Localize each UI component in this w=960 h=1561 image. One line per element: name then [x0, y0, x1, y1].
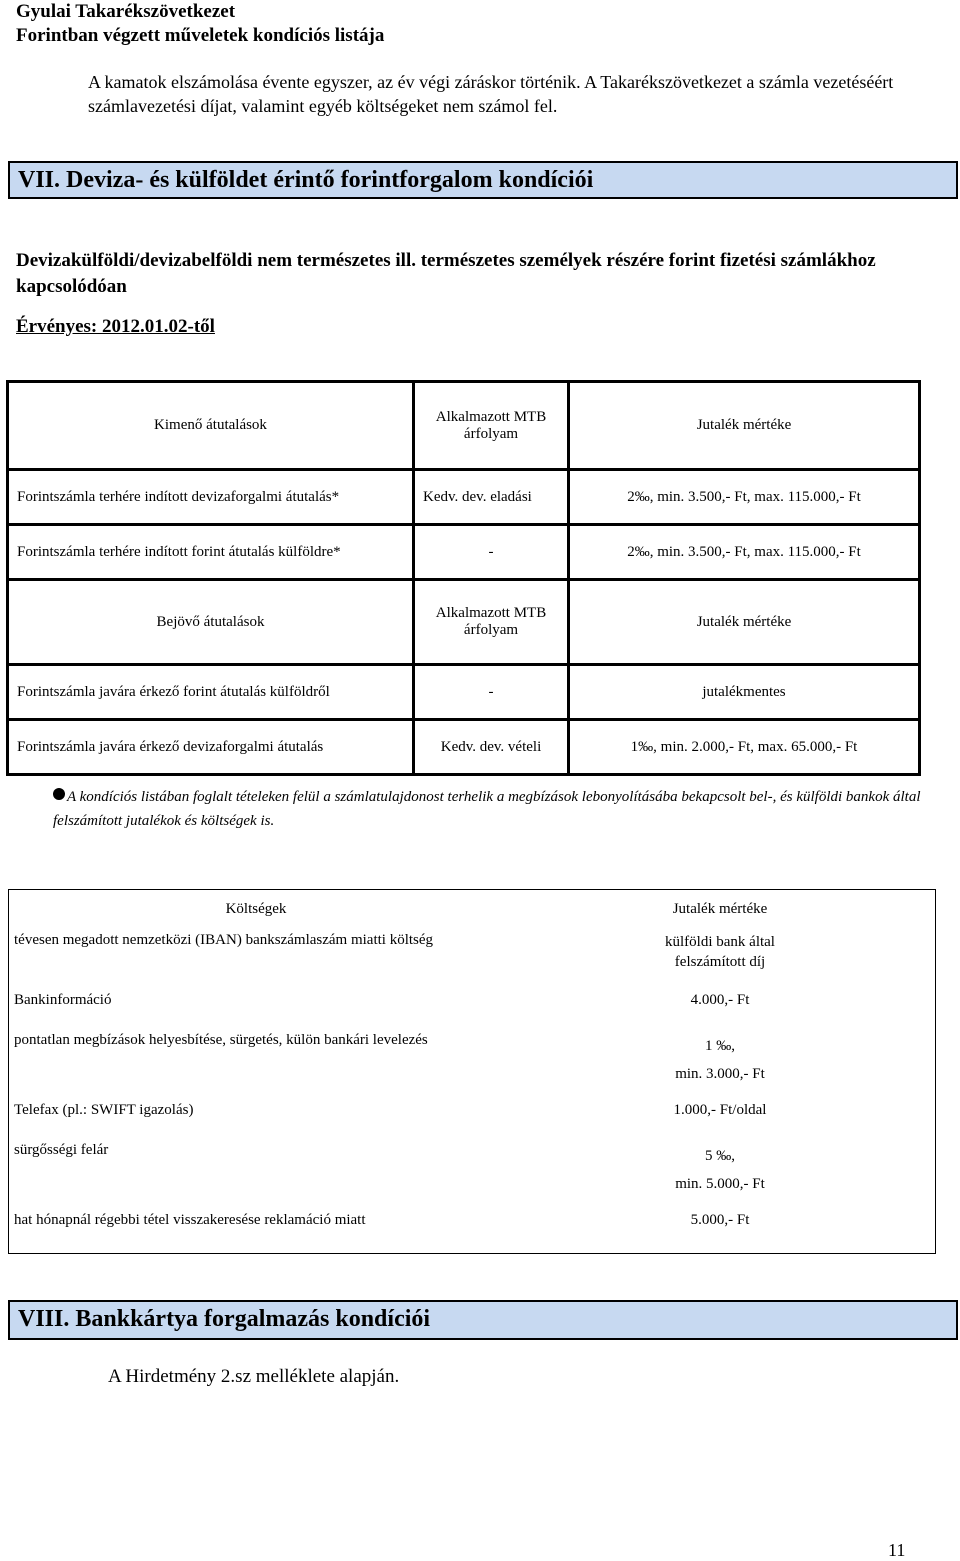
cost-fee-line2: felszámított díj — [674, 954, 766, 970]
page-number: 11 — [888, 1540, 906, 1560]
cost-fee-line2: min. 5.000,- Ft — [675, 1176, 765, 1192]
cost-label: Bankinformáció — [14, 992, 112, 1008]
intro-paragraph: A kamatok elszámolása évente egyszer, az év végi záráskor történik. A Takarékszövetkezet a számla vezetéséért számlavezetési díjat, valamint egyéb költségeket nem számol fel. — [88, 72, 894, 116]
row-label: Forintszámla javára érkező forint átutalás külföldről — [8, 665, 414, 720]
cost-label: hat hónapnál régebbi tétel visszakeresése reklamáció miatt — [14, 1212, 366, 1228]
section-8-number: VIII. — [18, 1306, 70, 1332]
cost-fee-line1: 5.000,- Ft — [690, 1212, 750, 1228]
transfers-table — [6, 380, 921, 776]
document-title: Forintban végzett műveletek kondíciós listája — [16, 25, 385, 46]
row-fee: 2‰, min. 3.500,- Ft, max. 115.000,- Ft — [569, 470, 920, 525]
table-row — [8, 929, 936, 989]
cost-fee — [504, 929, 936, 989]
table-row — [8, 1029, 936, 1099]
costs-header-left: Költségek — [225, 900, 287, 917]
section-7-subtitle: Devizakülföldi/devizabelföldi nem természetes ill. természetes személyek részére forint fizetési számlákhoz kapcsolódóan — [16, 250, 876, 297]
costs-header-row — [8, 889, 936, 929]
section-8-heading — [8, 1300, 958, 1340]
incoming-header-row — [8, 580, 920, 665]
section-8-title: Bankkártya forgalmazás kondíciói — [75, 1306, 431, 1332]
row-fee: jutalékmentes — [569, 665, 920, 720]
table-row — [8, 1139, 936, 1209]
incoming-header: Bejövő átutalások — [8, 580, 414, 665]
rate-header: Alkalmazott MTB árfolyam — [414, 382, 569, 470]
bank-name: Gyulai Takarékszövetkezet — [16, 1, 236, 22]
row-rate: - — [414, 665, 569, 720]
cost-fee-line2: min. 3.000,- Ft — [675, 1066, 765, 1082]
row-rate: Kedv. dev. vételi — [414, 720, 569, 775]
cost-fee — [504, 1209, 936, 1254]
section-7-title: Deviza- és külföldet érintő forintforgalom kondíciói — [66, 167, 594, 193]
table-row — [8, 1099, 936, 1139]
cost-label: Telefax (pl.: SWIFT igazolás) — [14, 1102, 194, 1118]
table-row — [8, 525, 920, 580]
section-8-text: A Hirdetmény 2.sz melléklete alapján. — [108, 1366, 400, 1387]
cost-fee-line1: 1 ‰, — [705, 1038, 735, 1054]
table-row — [8, 989, 936, 1029]
costs-table — [8, 889, 936, 1254]
cost-fee-line1: külföldi bank által — [665, 934, 775, 950]
cost-fee — [504, 1099, 936, 1139]
cost-fee — [504, 1139, 936, 1209]
cost-fee-line1: 5 ‰, — [705, 1148, 735, 1164]
validity-date: Érvényes: 2012.01.02-től — [16, 316, 215, 337]
section-7-number: VII. — [18, 167, 61, 193]
row-label: Forintszámla terhére indított devizaforgalmi átutalás* — [8, 470, 414, 525]
cost-label: sürgősségi felár — [14, 1142, 109, 1158]
row-rate: Kedv. dev. eladási — [414, 470, 569, 525]
cost-label: tévesen megadott nemzetközi (IBAN) bankszámlaszám miatti költség — [14, 932, 434, 948]
cost-fee — [504, 989, 936, 1029]
fee-note: A kondíciós listában foglalt tételeken felül a számlatulajdonost terhelik a megbízások lebonyolításába bekapcsolt bel-, és külföldi bankok által felszámított jutalékok és költségek is. — [53, 789, 921, 829]
cost-fee-line1: 4.000,- Ft — [690, 992, 750, 1008]
costs-header-right: Jutalék mértéke — [672, 900, 768, 917]
outgoing-header-row — [8, 382, 920, 470]
table-row — [8, 1209, 936, 1254]
section-7-heading — [8, 161, 958, 199]
row-fee: 1‰, min. 2.000,- Ft, max. 65.000,- Ft — [569, 720, 920, 775]
outgoing-header: Kimenő átutalások — [8, 382, 414, 470]
cost-label: pontatlan megbízások helyesbítése, sürgetés, külön bankári levelezés — [14, 1032, 428, 1048]
row-rate: - — [414, 525, 569, 580]
table-row — [8, 665, 920, 720]
fee-header: Jutalék mértéke — [569, 382, 920, 470]
fee-header: Jutalék mértéke — [569, 580, 920, 665]
cost-fee-line1: 1.000,- Ft/oldal — [673, 1102, 767, 1118]
cost-fee — [504, 1029, 936, 1099]
row-label: Forintszámla terhére indított forint átutalás külföldre* — [8, 525, 414, 580]
table-row — [8, 720, 920, 775]
rate-header: Alkalmazott MTB árfolyam — [414, 580, 569, 665]
row-fee: 2‰, min. 3.500,- Ft, max. 115.000,- Ft — [569, 525, 920, 580]
row-label: Forintszámla javára érkező devizaforgalmi átutalás — [8, 720, 414, 775]
table-row — [8, 470, 920, 525]
